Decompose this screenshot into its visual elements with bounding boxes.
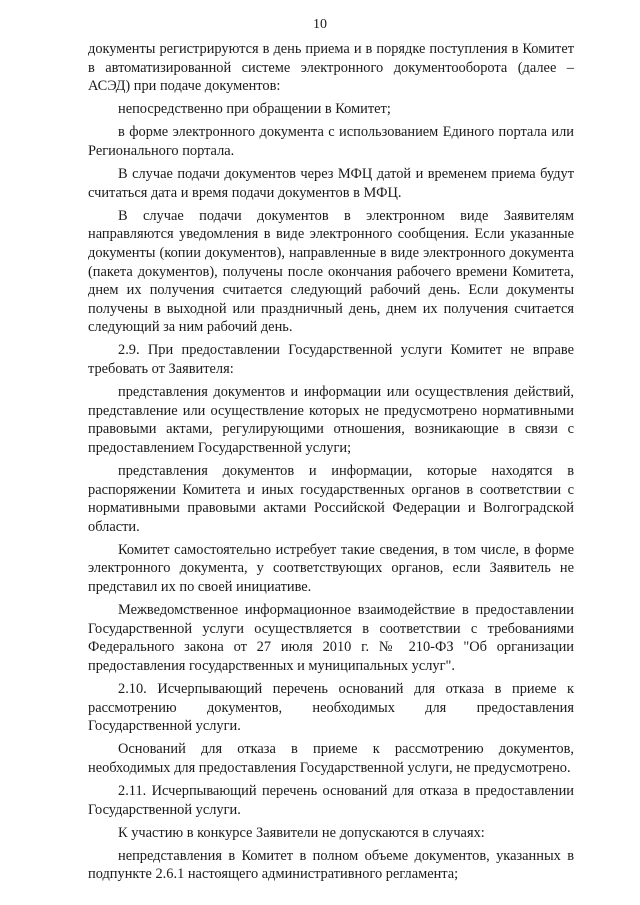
paragraph: 2.11. Исчерпывающий перечень оснований для отказа в предоставлении Государственной услуги. [88, 782, 574, 818]
paragraph: представления документов и информации, которые находятся в распоряжении Комитета и иных государственных органов в соответствии с нормативными правовыми актами Российской Федерации и Волгоградской области. [88, 462, 574, 535]
paragraph: Комитет самостоятельно истребует такие сведения, в том числе, в форме электронного документа, у соответствующих органов, если Заявитель не представил их по своей инициативе. [88, 541, 574, 596]
paragraph: Оснований для отказа в приеме к рассмотрению документов, необходимых для предоставления Государственной услуги, не предусмотрено. [88, 741, 574, 776]
paragraph: 2.10. Исчерпывающий перечень оснований для отказа в приеме к рассмотрению документов, необходимых для предоставления Государственной услуги. [88, 681, 574, 735]
paragraph: Межведомственное информационное взаимодействие в предоставлении Государственной услуги осуществляется в соответствии с требованиями Федерального закона от 27 июля 2010 г. № 210-ФЗ "Об организации предоставления государственных и муниципальных услуг". [88, 602, 574, 674]
paragraph: В случае подачи документов через МФЦ датой и временем приема будут считаться дата и время подачи документов в МФЦ. [88, 166, 574, 201]
paragraph: в форме электронного документа с использованием Единого портала или Регионального портала. [88, 124, 574, 159]
page-number: 10 [313, 17, 327, 32]
paragraph: непредставления в Комитет в полном объеме документов, указанных в подпункте 2.6.1 настоящего административного регламента; [88, 847, 574, 883]
paragraph: К участию в конкурсе Заявители не допускаются в случаях: [118, 824, 485, 841]
paragraph: В случае подачи документов в электронном виде Заявителям направляются уведомления в виде электронного сообщения. Если указанные документы (копии документов), направленные в виде электронного документа (пакета документов), получены после окончания рабочего времени Комитета, днем их получения считается следующий рабочий день. Если документы получены в выходной или праздничный день, днем их получения считается следующий за ним рабочий день. [88, 207, 574, 336]
paragraph: документы регистрируются в день приема и в порядке поступления в Комитет в автоматизированной системе электронного документооборота (далее – АСЭД) при подаче документов: [88, 41, 574, 95]
paragraph: непосредственно при обращении в Комитет; [118, 101, 391, 118]
document-body [88, 40, 574, 888]
paragraph: 2.9. При предоставлении Государственной услуги Комитет не вправе требовать от Заявителя: [88, 342, 574, 377]
paragraph: представления документов и информации или осуществления действий, представление или осуществление которых не предусмотрено нормативными правовыми актами, регулирующими отношения, возникающие в связи с предоставлением Государственной услуги; [88, 384, 574, 456]
